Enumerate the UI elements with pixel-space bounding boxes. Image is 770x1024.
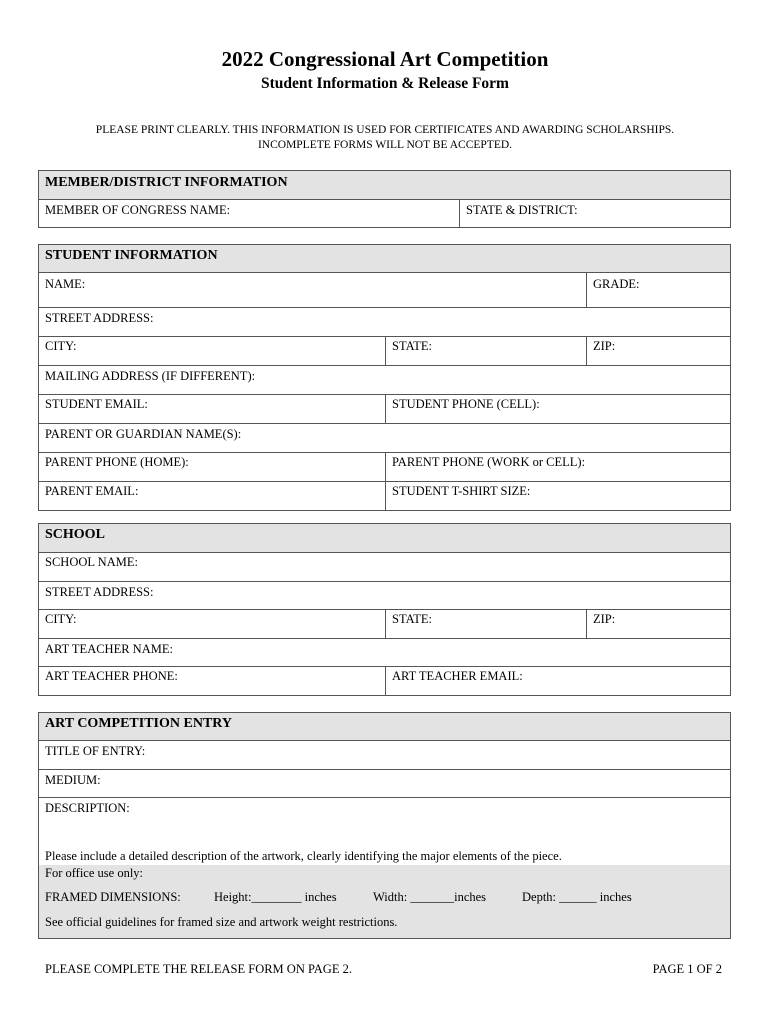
instructions-line-2: INCOMPLETE FORMS WILL NOT BE ACCEPTED.: [257, 139, 513, 151]
entry-section: [38, 712, 731, 939]
student-street-row: [39, 307, 730, 336]
instructions-line-1: PLEASE PRINT CLEARLY. THIS INFORMATION IS USED FOR CERTIFICATES AND AWARDING SCHOLARSHIPS.: [95, 124, 675, 136]
office-use-area: [39, 865, 730, 938]
student-heading: STUDENT INFORMATION: [45, 248, 218, 263]
state-district-field[interactable]: STATE & DISTRICT:: [459, 200, 730, 227]
member-section: [38, 170, 731, 228]
instructions: [0, 123, 770, 153]
school-street-field[interactable]: STREET ADDRESS:: [45, 585, 154, 599]
parent-email-row: [39, 481, 730, 510]
teacher-name-field[interactable]: ART TEACHER NAME:: [45, 642, 173, 656]
school-street-row: [39, 581, 730, 609]
student-email-row: [39, 394, 730, 423]
student-name-row: [39, 272, 730, 307]
guidelines-note: See official guidelines for framed size and artwork weight restrictions.: [45, 915, 398, 929]
description-note: Please include a detailed description of the artwork, clearly identifying the major elements of the piece.: [45, 849, 562, 863]
student-name-field[interactable]: NAME:: [45, 277, 86, 291]
height-field[interactable]: Height:________ inches: [214, 890, 337, 904]
entry-heading: ART COMPETITION ENTRY: [45, 716, 233, 731]
student-section: [38, 244, 731, 511]
teacher-email-field[interactable]: ART TEACHER EMAIL:: [385, 667, 730, 695]
entry-section-header: [39, 713, 730, 740]
member-heading: MEMBER/DISTRICT INFORMATION: [45, 175, 288, 190]
depth-field[interactable]: Depth: ______ inches: [522, 890, 632, 904]
student-zip-field[interactable]: ZIP:: [586, 337, 730, 365]
school-name-row: [39, 552, 730, 581]
grade-field[interactable]: GRADE:: [586, 273, 730, 307]
guardian-row: [39, 423, 730, 452]
description-field[interactable]: DESCRIPTION:: [45, 801, 130, 815]
parent-phone-row: [39, 452, 730, 481]
member-section-header: [39, 171, 730, 199]
entry-title-field[interactable]: TITLE OF ENTRY:: [45, 744, 146, 758]
teacher-name-row: [39, 638, 730, 666]
student-section-header: [39, 245, 730, 272]
mailing-address-field[interactable]: MAILING ADDRESS (IF DIFFERENT):: [45, 369, 256, 383]
member-name-field[interactable]: MEMBER OF CONGRESS NAME:: [45, 203, 231, 217]
form-title: 2022 Congressional Art Competition: [221, 47, 549, 71]
width-field[interactable]: Width: _______inches: [373, 890, 487, 904]
school-section: [38, 523, 731, 696]
school-heading: SCHOOL: [45, 527, 105, 542]
tshirt-size-field[interactable]: STUDENT T-SHIRT SIZE:: [385, 482, 730, 510]
medium-field[interactable]: MEDIUM:: [45, 773, 101, 787]
medium-row: [39, 769, 730, 797]
member-row: [39, 199, 730, 227]
parent-phone-work-field[interactable]: PARENT PHONE (WORK or CELL):: [385, 453, 730, 481]
page-number: PAGE 1 OF 2: [652, 962, 722, 976]
student-city-field[interactable]: CITY:: [45, 339, 77, 353]
office-use-label: For office use only:: [45, 866, 144, 880]
teacher-phone-field[interactable]: ART TEACHER PHONE:: [45, 669, 178, 683]
guardian-name-field[interactable]: PARENT OR GUARDIAN NAME(S):: [45, 427, 242, 441]
student-city-row: [39, 336, 730, 365]
school-zip-field[interactable]: ZIP:: [586, 610, 730, 638]
framed-dimensions-label: FRAMED DIMENSIONS:: [45, 890, 181, 904]
school-city-row: [39, 609, 730, 638]
student-email-field[interactable]: STUDENT EMAIL:: [45, 397, 148, 411]
parent-phone-home-field[interactable]: PARENT PHONE (HOME):: [45, 455, 189, 469]
student-state-field[interactable]: STATE:: [385, 337, 586, 365]
teacher-contact-row: [39, 666, 730, 695]
entry-title-row: [39, 740, 730, 769]
description-row: [39, 797, 730, 865]
school-state-field[interactable]: STATE:: [385, 610, 586, 638]
school-city-field[interactable]: CITY:: [45, 612, 77, 626]
student-street-field[interactable]: STREET ADDRESS:: [45, 311, 154, 325]
form-subtitle: Student Information & Release Form: [261, 75, 509, 92]
mailing-row: [39, 365, 730, 394]
school-section-header: [39, 524, 730, 552]
student-phone-field[interactable]: STUDENT PHONE (CELL):: [385, 395, 730, 423]
parent-email-field[interactable]: PARENT EMAIL:: [45, 484, 139, 498]
footer-release-note: PLEASE COMPLETE THE RELEASE FORM ON PAGE 2.: [45, 962, 352, 976]
school-name-field[interactable]: SCHOOL NAME:: [45, 555, 138, 569]
